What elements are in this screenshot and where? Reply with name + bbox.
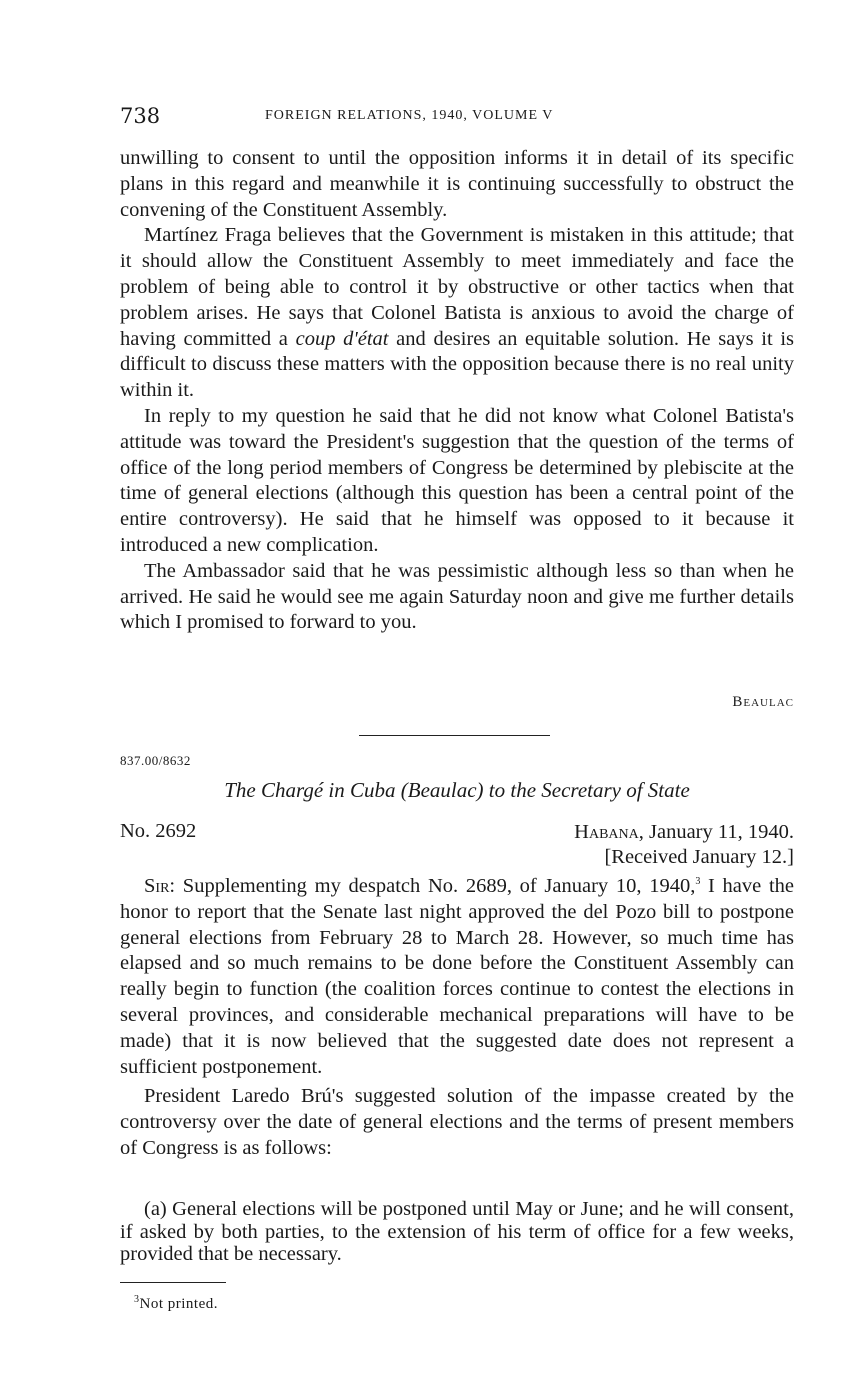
italic-phrase: coup d'état [295,327,389,350]
paragraph: Sir: Supplementing my despatch No. 2689, of January 10, 1940,$^3$ I have the honor to report that the Senate last night approved the del Pozo bill to postpone general elections from February 28 to March 28. However, so much time has elapsed and so much remains to be done before the Constituent Assembly can really begin to function (the coalition forces continue to contest the elections in several provinces, and considerable mechanical preparations will have to be made) that it is now believed that the suggested date does not represent a sufficient postponement. [120,875,794,1078]
continuation-text [120,146,794,636]
list-item: (a) General elections will be postponed until May or June; and he will consent, if asked by both parties, to the extension of his term of office for a few weeks, provided that be necessary. [120,1198,794,1265]
signature: Beaulac [732,694,794,710]
page-number: 738 [120,104,161,128]
item-label: (a) [144,1198,167,1220]
dateline [120,820,794,846]
paragraph: The Ambassador said that he was pessimistic although less so than when he arrived. He said he would see me again Saturday noon and give me further details which I promised to forward to you. [120,559,794,634]
paragraph: President Laredo Brú's suggested solution of the impasse created by the controversy over the date of general elections and the terms of present members of Congress is as follows: [120,1085,794,1159]
date: , January 11, 1940. [638,821,794,843]
despatch-number: No. 2692 [120,820,197,842]
salutation: Sir [144,875,170,897]
footnote-text: Not printed. [139,1296,218,1312]
footnote-ref: 3 [695,876,701,888]
footnote [134,1296,218,1313]
place: Habana [574,821,639,843]
footnote-marker: 3 [134,1294,140,1305]
file-number: 837.00/8632 [120,753,191,768]
paragraph: unwilling to consent to until the opposition informs it in detail of its specific plans in this regard and meanwhile it is continuing successfully to obstruct the convening of the Constituent Assembly. [120,147,794,221]
section-divider [359,735,550,736]
page-header [120,104,794,130]
running-head: FOREIGN RELATIONS, 1940, VOLUME V [265,108,554,123]
despatch-text [120,874,794,1162]
document-title: The Chargé in Cuba (Beaulac) to the Secretary of State [224,778,690,802]
paragraph: Martínez Fraga believes that the Government is mistaken in this attitude; that it should allow the Constituent Assembly to meet immediately and face the problem of being able to control it by obstructive or other tactics when that problem arises. He says that Colonel Batista is anxious to avoid the charge of having committed a coup d'état and desires an equitable solution. He says it is difficult to discuss these matters with the opposition because there is no real unity within it. [120,224,795,402]
paragraph: In reply to my question he said that he did not know what Colonel Batista's attitude was toward the President's suggestion that the question of the terms of office of the long period members of Congress be determined by plebiscite at the time of general elections (although this question has been a central point of the entire controversy). He said that he himself was opposed to it because it introduced a new complication. [120,404,794,556]
footnote-divider [120,1282,226,1283]
received-note: [Received January 12.] [604,846,794,868]
